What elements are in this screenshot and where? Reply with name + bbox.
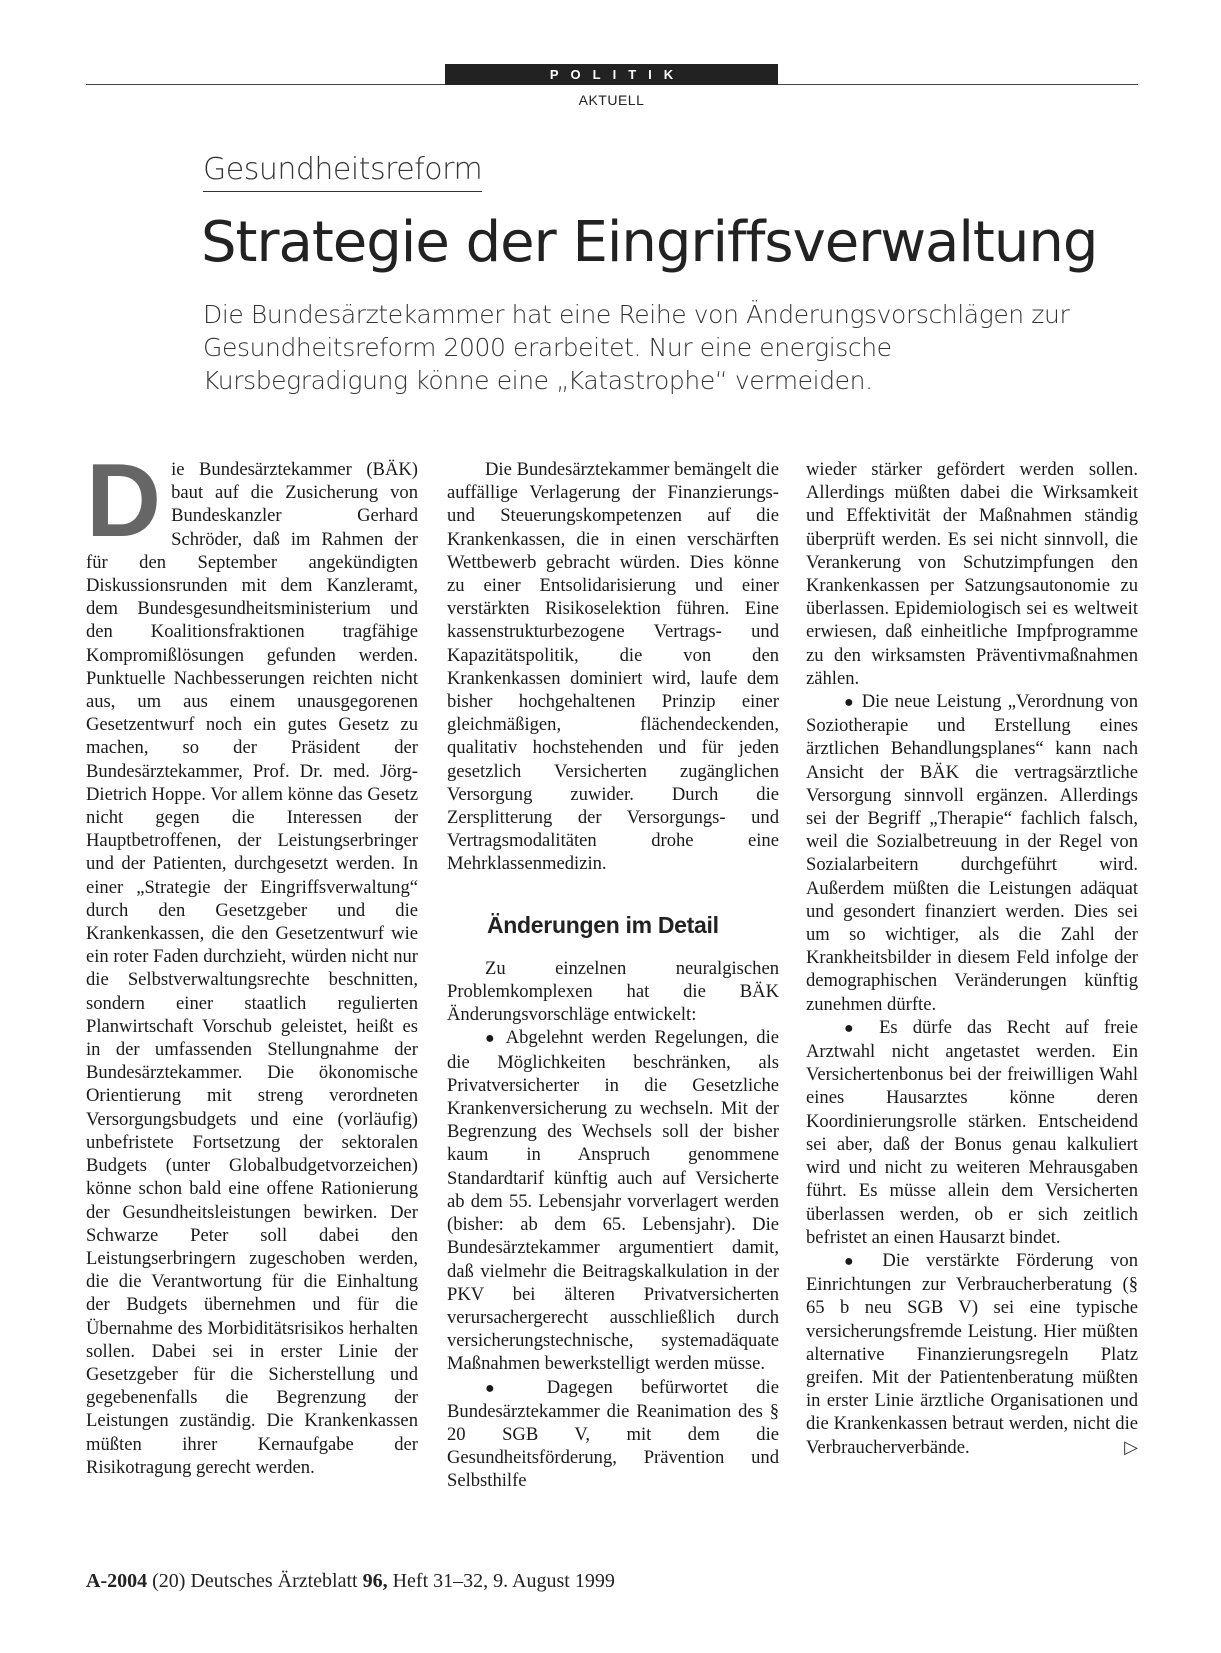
paragraph-1 bbox=[86, 458, 418, 1479]
bullet-icon: ● bbox=[485, 1379, 519, 1397]
bullet-icon: ● bbox=[485, 1030, 499, 1048]
bullet-item-4-text: Es dürfe das Recht auf freie Arztwahl nicht angetastet werden. Ein Versichertenbonus bei der freiwilligen Wahl eines Hausarztes könne deren Koordinierungsrolle stärken. Entscheidend sei aber, daß der Bonus genau kalkuliert wird und nicht zu weiteren Mehrausgaben führt. Es müsse allein dem Versicherten überlassen werden, ob er sich zeitlich befristet an einen Hausarzt bindet. bbox=[806, 1016, 1138, 1248]
subsection-label: AKTUELL bbox=[578, 92, 645, 108]
section-label: POLITIK bbox=[445, 64, 778, 85]
column-1 bbox=[86, 458, 418, 1553]
bullet-icon: ● bbox=[844, 1019, 865, 1037]
bullet-item-2-continued bbox=[806, 458, 1138, 690]
column-3 bbox=[806, 458, 1138, 1553]
journal-name: Deutsches Ärzteblatt bbox=[190, 1570, 358, 1592]
paragraph-3: Zu einzelnen neuralgischen Problemkomplexen hat die BÄK Änderungsvorschläge entwickelt: bbox=[447, 957, 779, 1026]
paragraph-1-text: ie Bundesärztekammer (BÄK) baut auf die Zusicherung von Bundeskanzler Gerhard Schröder, daß im Rahmen der für den September angekündigten Diskussionsrunden mit dem Kanzleramt, dem Bundesgesundheitsministerium und den Koalitionsfraktionen tragfähige Kompromißlösungen gefunden werden. Punktuelle Nachbesserungen reichten nicht aus, um aus einem unausgegorenen Gesetzentwurf noch ein gutes Gesetz zu machen, so der Präsident der Bundesärztekammer, Prof. Dr. med. Jörg-Dietrich Hoppe. Vor allem könne das Gesetz nicht gegen die Interessen der Hauptbetroffenen, der Leistungserbringer und der Patienten, durchgesetzt werden. In einer „Strategie der Eingriffsverwaltung“ durch den Gesetzgeber und die Krankenkassen, die den Gesetzentwurf wie ein roter Faden durchzieht, würden nicht nur die Selbstverwaltungsrechte beschnitten, sondern einer staatlich regulierten Planwirtschaft Vorschub geleistet, heißt es in der umfassenden Stellungnahme der Bundesärztekammer. Die ökonomische Orientierung mit streng verordneten Versorgungsbudgets und eine (vorläufig) unbefristete Fortsetzung der sektoralen Budgets (unter Globalbudgetvorzeichen) könne schon bald eine offene Rationierung der Gesundheitsleistungen bewirken. Der Schwarze Peter soll dabei den Leistungserbringern zugeschoben werden, die die Verantwortung für die Einhaltung der Budgets übernehmen und für die Übernahme des Morbiditätsrisikos herhalten sollen. Dabei sei in erster Linie der Gesetzgeber für die Sicherstellung und gegebenenfalls die Begrenzung der Leistungen zuständig. Die Krankenkassen müßten ihrer Kernaufgabe der Risikotragung gerecht werden. bbox=[86, 459, 418, 1478]
bullet-icon: ● bbox=[844, 1252, 866, 1270]
bullet-item-3-text: Die neue Leistung „Verordnung von Soziotherapie und Erstellung eines ärztlichen Behandlungsplanes“ kann nach Ansicht der BÄK die vertragsärztliche Versorgung sinnvoll ergänzen. Allerdings sei der Begriff „Therapie“ fachlich falsch, weil die Sozialbetreuung in der Regel von Sozialarbeitern durchgeführt wird. Außerdem müßten die Leistungen adäquat und gesondert finanziert werden. Dies sei um so wichtiger, als die Zahl der Krankheitsbilder in diesem Feld infolge der demographischen Veränderungen künftig zunehmen dürfte. bbox=[806, 691, 1138, 1015]
column-2 bbox=[447, 458, 779, 1553]
journal-issue: Heft 31–32, 9. August 1999 bbox=[392, 1570, 615, 1592]
journal-volume: 96, bbox=[362, 1570, 388, 1592]
paragraph-2: Die Bundesärztekammer bemängelt die auffällige Verlagerung der Finanzierungs- und Steuerungskompetenzen auf die Krankenkassen, die in einen verschärften Wettbewerb gebracht würden. Dies könne zu einer Entsolidarisierung und einer verstärkten Risikoselektion führen. Eine kassenstrukturbezogene Vertrags- und Kapazitätspolitik, die von den Krankenkassen dominiert wird, laufe dem bisher hochgehaltenen Prinzip einer gleichmäßigen, flächendeckenden, qualitativ hochstehenden und für jeden gesetzlich Versicherten zugänglichen Versorgung zuwider. Durch die Zersplitterung der Versorgungs- und Vertragsmodalitäten drohe eine Mehrklassenmedizin. bbox=[447, 459, 779, 875]
page-footer bbox=[86, 1570, 615, 1593]
bullet-item-5-text: Die verstärkte Förderung von Einrichtungen zur Verbraucherberatung (§ 65 b neu SGB V) sei eine typische versicherungsfremde Leistung. Hier müßten alternative Finanzierungsregeln Platz greifen. Mit der Patientenberatung müßten in erster Linie ärztliche Organisationen und die Krankenkassen betraut werden, nicht die Verbraucherverbände. bbox=[806, 1249, 1138, 1458]
article-title: Strategie der Eingriffsverwaltung bbox=[201, 210, 1098, 275]
article-kicker: Gesundheitsreform bbox=[203, 152, 482, 192]
article-lead: Die Bundesärztekammer hat eine Reihe von Änderungsvorschlägen zur Gesundheitsreform 2000 erarbeitet. Nur eine energische Kursbegradigung könne eine „Katastrophe“ vermeiden. bbox=[203, 300, 1070, 395]
continue-arrow-icon: ▷ bbox=[1124, 1436, 1138, 1458]
page-paren: (20) bbox=[152, 1570, 186, 1592]
bullet-item-2-continued-text: wieder stärker gefördert werden sollen. Allerdings müßten dabei die Wirksamkeit und Effektivität der Maßnahmen ständig überprüft werden. Es sei nicht sinnvoll, die Verankerung von Schutzimpfungen den Krankenkassen per Satzungsautonomie zu überlassen. Epidemiologisch sei es weltweit erwiesen, daß einheitliche Impfprogramme zu den wirksamsten Präventivmaßnahmen zählen. bbox=[806, 459, 1138, 689]
bullet-item-2: ● Dagegen befürwortet die Bundesärztekammer die Reanimation des § 20 SGB V, mit dem die Gesundheitsförderung, Prävention und Selbsthilfe bbox=[447, 1376, 779, 1492]
bullet-item-3 bbox=[806, 690, 1138, 1016]
bullet-icon: ● bbox=[844, 694, 856, 712]
section-heading: Änderungen im Detail bbox=[487, 911, 719, 938]
drop-cap: D bbox=[86, 458, 162, 559]
bullet-item-5 bbox=[806, 1249, 1138, 1459]
page-code: A-2004 bbox=[86, 1570, 148, 1592]
bullet-item-4 bbox=[806, 1016, 1138, 1249]
bullet-item-1: ● Abgelehnt werden Regelungen, die die Möglichkeiten beschränken, als Privatversicherter in die Gesetzliche Krankenversicherung zu wechseln. Mit der Begrenzung des Wechsels soll der bisher kaum in Anspruch genommene Standardtarif künftig auch auf Versicherte ab dem 55. Lebensjahr vorverlagert werden (bisher: ab dem 65. Lebensjahr). Die Bundesärztekammer argumentiert damit, daß vielmehr die Beitragskalkulation in der PKV bei älteren Privatversicherten verursachergerecht ausschließlich durch versicherungstechnische, systemadäquate Maßnahmen bewerkstelligt werden müsse. bbox=[447, 1027, 779, 1375]
